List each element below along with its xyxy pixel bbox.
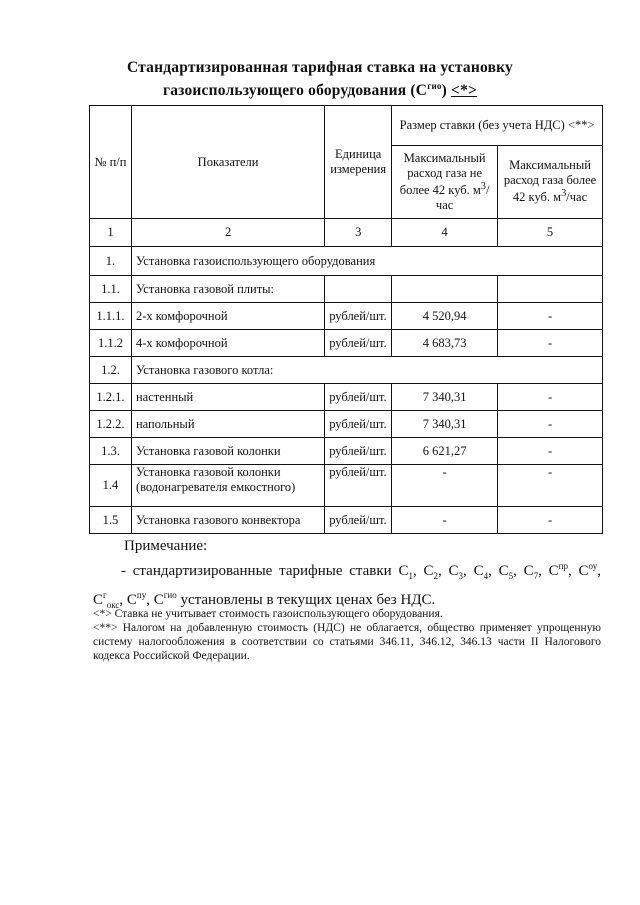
title-line-2: газоиспользующего оборудования $(С^{гио})$ <*> — [162, 81, 478, 100]
row-value-max-42: - — [392, 507, 498, 534]
row-name: Установка газового котла: — [131, 357, 602, 384]
row-value-max-42: 7 340,31 — [392, 384, 498, 411]
header-num: № п/п — [90, 106, 132, 219]
title-line-1: Стандартизированная тарифная ставка на установку — [126, 59, 514, 76]
table-row — [90, 276, 603, 303]
column-number-row — [90, 219, 603, 247]
note-text: - стандартизированные тарифные ставки $С_1$, $С_2$, $С_3$, $С_4$, $С_5$, $С_7$, $С^{пр}$, $С^{оу}$, $С^г_{окс}$, $С^{пу}$, $С^{гио}$ установлены в текущих ценах без НДС. — [93, 561, 601, 610]
row-unit — [325, 276, 392, 303]
table-row — [90, 330, 603, 357]
table-row — [90, 438, 603, 465]
row-name: Установка газоиспользующего оборудования — [131, 247, 602, 276]
row-value-max-42: 4 520,94 — [392, 303, 498, 330]
row-unit: рублей/шт. — [325, 330, 392, 357]
col-number: 1 — [90, 219, 132, 247]
header-col4: Максимальный расход газа не более 42 куб. $м^3$/час — [392, 146, 498, 219]
row-value-over-42: - — [498, 465, 603, 507]
header-unit: Единица измерения — [325, 106, 392, 219]
row-number: 1.5 — [90, 507, 132, 534]
row-value-over-42: - — [498, 384, 603, 411]
row-number: 1.4 — [90, 465, 132, 507]
table-row — [90, 247, 603, 276]
document-title — [0, 58, 640, 100]
col-number: 4 — [392, 219, 498, 247]
table-body — [90, 247, 603, 534]
row-value-over-42 — [498, 276, 603, 303]
header-col5: Максимальный расход газа более 42 куб. $м^3$/час — [498, 146, 603, 219]
row-name: 4-х комфорочной — [131, 330, 324, 357]
row-unit: рублей/шт. — [325, 438, 392, 465]
row-value-max-42: 4 683,73 — [392, 330, 498, 357]
row-number: 1.2.2. — [90, 411, 132, 438]
row-value-over-42: - — [498, 330, 603, 357]
header-rate-group: Размер ставки (без учета НДС) <**> — [392, 106, 603, 146]
row-name: Установка газовой колонки — [131, 438, 324, 465]
col-number: 3 — [325, 219, 392, 247]
table-row — [90, 465, 603, 507]
row-unit: рублей/шт. — [325, 303, 392, 330]
table-row — [90, 384, 603, 411]
row-name: Установка газовой плиты: — [131, 276, 324, 303]
row-value-over-42: - — [498, 507, 603, 534]
row-value-over-42: - — [498, 303, 603, 330]
row-unit: рублей/шт. — [325, 411, 392, 438]
row-unit: рублей/шт. — [325, 465, 392, 507]
tariff-table — [89, 105, 603, 534]
row-name: настенный — [131, 384, 324, 411]
table-row — [90, 357, 603, 384]
row-number: 1. — [90, 247, 132, 276]
row-unit: рублей/шт. — [325, 384, 392, 411]
footnote-2: <**> Налогом на добавленную стоимость (НДС) не облагается, общество применяет упрощенную систему налогообложения в соответствии со статьями 346.11, 346.12, 346.13 части II Налогового кодекса Российской Федерации. — [93, 622, 601, 662]
row-number: 1.1. — [90, 276, 132, 303]
col-number: 2 — [131, 219, 324, 247]
title-footnote-link[interactable]: <*> — [451, 82, 478, 100]
row-name: 2-х комфорочной — [131, 303, 324, 330]
row-value-max-42: - — [392, 465, 498, 507]
note-heading: Примечание: — [124, 538, 208, 554]
footnote-1: <*> Ставка не учитывает стоимость газоиспользующего оборудования. — [93, 608, 443, 620]
row-number: 1.2.1. — [90, 384, 132, 411]
row-number: 1.1.2 — [90, 330, 132, 357]
row-name: Установка газового конвектора — [131, 507, 324, 534]
row-number: 1.2. — [90, 357, 132, 384]
row-value-over-42: - — [498, 438, 603, 465]
table-row — [90, 411, 603, 438]
row-number: 1.1.1. — [90, 303, 132, 330]
row-value-max-42: 6 621,27 — [392, 438, 498, 465]
row-number: 1.3. — [90, 438, 132, 465]
row-value-over-42: - — [498, 411, 603, 438]
table-row — [90, 303, 603, 330]
table-row — [90, 507, 603, 534]
header-indicators: Показатели — [131, 106, 324, 219]
row-value-max-42 — [392, 276, 498, 303]
row-name: напольный — [131, 411, 324, 438]
col-number: 5 — [498, 219, 603, 247]
row-unit: рублей/шт. — [325, 507, 392, 534]
row-value-max-42: 7 340,31 — [392, 411, 498, 438]
row-name: Установка газовой колонки (водонагревателя емкостного) — [131, 465, 324, 507]
